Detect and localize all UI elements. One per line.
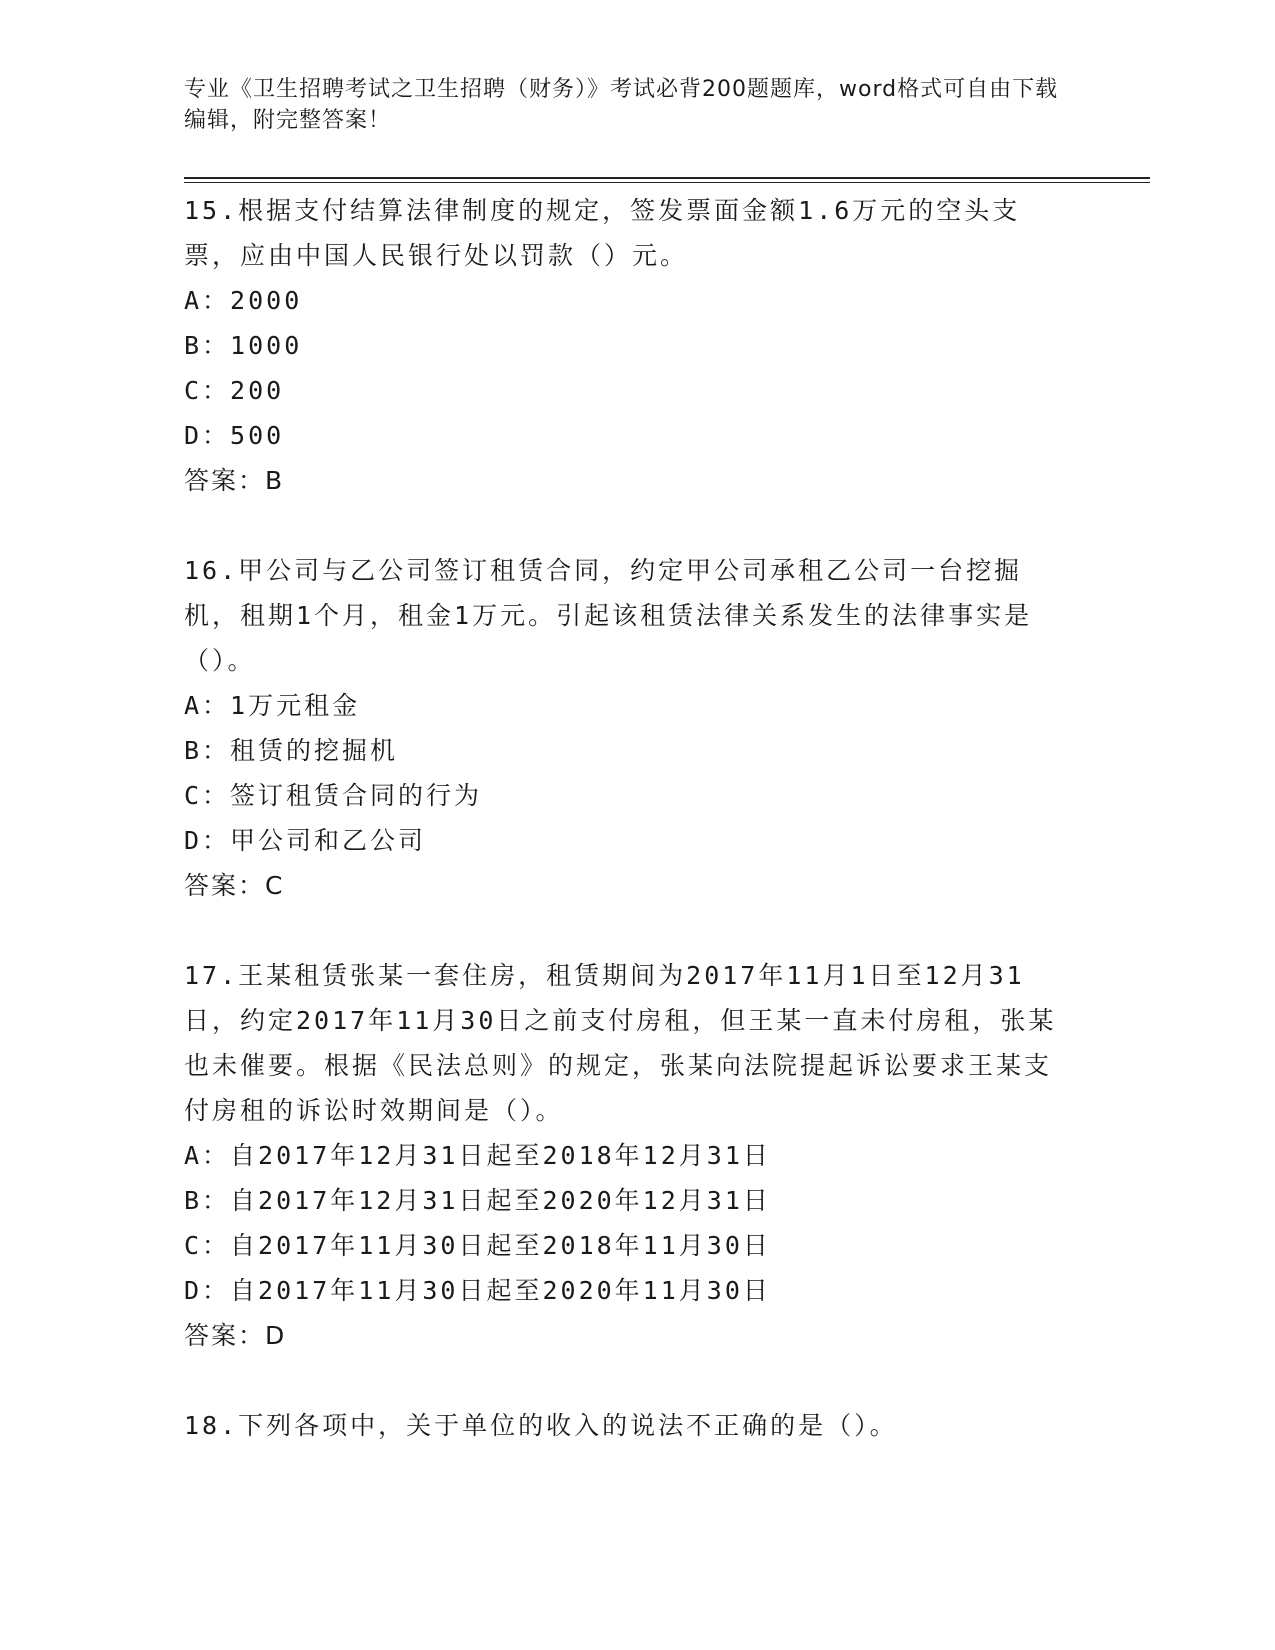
document-header: 专业《卫生招聘考试之卫生招聘（财务）》考试必背200题题库，word格式可自由下载编辑，附完整答案！ <box>184 77 1059 133</box>
option-c: C：200 <box>184 376 285 405</box>
option-d: D：甲公司和乙公司 <box>184 826 427 855</box>
question-16 <box>184 548 1064 908</box>
option-c: C：自2017年11月30日起至2018年11月30日 <box>184 1231 771 1260</box>
header-divider-thick <box>184 177 1150 179</box>
answer-line: 答案：C <box>184 871 285 900</box>
option-b: B：租赁的挖掘机 <box>184 736 399 765</box>
question-spacer <box>184 503 1064 548</box>
question-stem: 17.王某租赁张某一套住房，租赁期间为2017年11月1日至12月31日，约定2017年11月30日之前支付房租，但王某一直未付房租，张某也未催要。根据《民法总则》的规定，张某向法院提起诉讼要求王某支付房租的诉讼时效期间是（）。 <box>184 961 1057 1125</box>
answer-line: 答案：D <box>184 1321 287 1350</box>
question-list <box>184 188 1064 1448</box>
question-stem: 18.下列各项中，关于单位的收入的说法不正确的是（）。 <box>184 1411 898 1440</box>
question-15 <box>184 188 1064 503</box>
option-a: A：自2017年12月31日起至2018年12月31日 <box>184 1141 771 1170</box>
option-b: B：自2017年12月31日起至2020年12月31日 <box>184 1186 771 1215</box>
header-divider-thin <box>184 182 1150 183</box>
question-stem: 16.甲公司与乙公司签订租赁合同，约定甲公司承租乙公司一台挖掘机，租期1个月，租金1万元。引起该租赁法律关系发生的法律事实是（）。 <box>184 556 1033 675</box>
option-c: C：签订租赁合同的行为 <box>184 781 483 810</box>
question-17 <box>184 953 1064 1358</box>
option-b: B：1000 <box>184 331 303 360</box>
option-d: D：自2017年11月30日起至2020年11月30日 <box>184 1276 771 1305</box>
question-spacer <box>184 1358 1064 1403</box>
answer-line: 答案：B <box>184 466 285 495</box>
option-a: A：1万元租金 <box>184 691 361 720</box>
option-d: D：500 <box>184 421 285 450</box>
question-18 <box>184 1403 1064 1448</box>
question-stem: 15.根据支付结算法律制度的规定，签发票面金额1.6万元的空头支票，应由中国人民银行处以罚款（）元。 <box>184 196 1021 270</box>
question-spacer <box>184 908 1064 953</box>
option-a: A：2000 <box>184 286 303 315</box>
